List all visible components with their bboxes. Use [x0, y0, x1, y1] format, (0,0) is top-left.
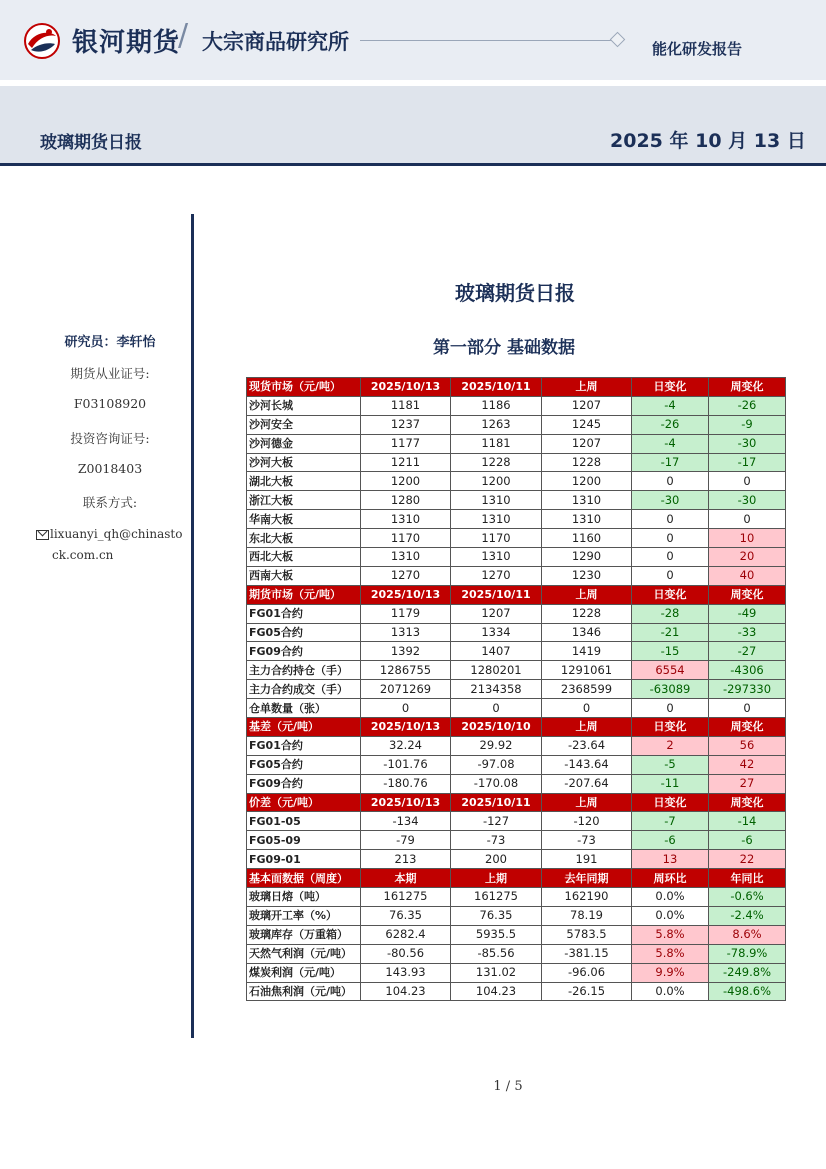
main-title: 玻璃期货日报 — [455, 281, 575, 305]
data-cell: 1228 — [542, 453, 632, 472]
data-cell: 1270 — [361, 566, 451, 585]
data-cell: 0 — [451, 699, 542, 718]
data-cell: 0.0% — [632, 888, 709, 907]
data-cell: 104.23 — [451, 982, 542, 1001]
data-cell: 1291061 — [542, 661, 632, 680]
header-cell: 周变化 — [709, 378, 786, 397]
header-cell: 上周 — [542, 378, 632, 397]
data-cell: 56 — [709, 736, 786, 755]
table-row — [247, 661, 786, 680]
data-cell: 0 — [709, 510, 786, 529]
data-cell: -33 — [709, 623, 786, 642]
row-label: 石油焦利润（元/吨） — [247, 982, 361, 1001]
data-cell: 9.9% — [632, 963, 709, 982]
contact-label: 联系方式: — [82, 495, 138, 510]
row-label: 华南大板 — [247, 510, 361, 529]
data-cell: -2.4% — [709, 906, 786, 925]
data-cell: 1310 — [451, 491, 542, 510]
data-cell: -0.6% — [709, 888, 786, 907]
data-cell: 1228 — [542, 604, 632, 623]
data-cell: -30 — [709, 491, 786, 510]
data-cell: 2 — [632, 736, 709, 755]
data-cell: 5.8% — [632, 944, 709, 963]
data-cell: -63089 — [632, 680, 709, 699]
table-row — [247, 812, 786, 831]
data-cell: 161275 — [361, 888, 451, 907]
data-cell: 40 — [709, 566, 786, 585]
license-number: F03108920 — [73, 396, 147, 411]
email-icon — [36, 530, 49, 540]
data-cell: -30 — [632, 491, 709, 510]
data-cell: -6 — [632, 831, 709, 850]
data-cell: -80.56 — [361, 944, 451, 963]
data-cell: 32.24 — [361, 736, 451, 755]
table-row — [247, 604, 786, 623]
data-cell: 1237 — [361, 415, 451, 434]
data-cell: 162190 — [542, 888, 632, 907]
sidebar-divider — [191, 214, 194, 1038]
page-number: 1 / 5 — [493, 1079, 523, 1094]
data-cell: 1280 — [361, 491, 451, 510]
header-cell: 日变化 — [632, 793, 709, 812]
data-cell: 104.23 — [361, 982, 451, 1001]
header-cell: 日变化 — [632, 718, 709, 737]
data-cell: 1286755 — [361, 661, 451, 680]
data-cell: -26 — [632, 415, 709, 434]
report-name: 玻璃期货日报 — [40, 133, 142, 153]
data-cell: -11 — [632, 774, 709, 793]
table-row — [247, 491, 786, 510]
table-row — [247, 850, 786, 869]
data-cell: 0 — [632, 699, 709, 718]
data-cell: 1334 — [451, 623, 542, 642]
row-label: FG09合约 — [247, 774, 361, 793]
data-cell: 200 — [451, 850, 542, 869]
data-cell: 0 — [709, 472, 786, 491]
data-cell: 27 — [709, 774, 786, 793]
data-cell: -5 — [632, 755, 709, 774]
data-cell: -127 — [451, 812, 542, 831]
data-cell: -27 — [709, 642, 786, 661]
consult-label: 投资咨询证号: — [70, 431, 150, 446]
row-label: 浙江大板 — [247, 491, 361, 510]
data-cell: 1313 — [361, 623, 451, 642]
header-cell: 上周 — [542, 793, 632, 812]
row-label: 西南大板 — [247, 566, 361, 585]
data-cell: -120 — [542, 812, 632, 831]
table-row — [247, 623, 786, 642]
row-label: 沙河大板 — [247, 453, 361, 472]
license-label: 期货从业证号: — [70, 366, 150, 381]
data-cell: 6554 — [632, 661, 709, 680]
data-cell: 0 — [361, 699, 451, 718]
header-cell: 2025/10/11 — [451, 793, 542, 812]
data-cell: -143.64 — [542, 755, 632, 774]
data-cell: 5.8% — [632, 925, 709, 944]
data-cell: -381.15 — [542, 944, 632, 963]
row-label: 湖北大板 — [247, 472, 361, 491]
table-section-header — [247, 718, 786, 737]
header-cell: 2025/10/13 — [361, 585, 451, 604]
data-cell: -180.76 — [361, 774, 451, 793]
row-label: FG01-05 — [247, 812, 361, 831]
table-row — [247, 396, 786, 415]
data-cell: 1211 — [361, 453, 451, 472]
row-label: 仓单数量（张） — [247, 699, 361, 718]
consult-number: Z0018403 — [77, 461, 143, 476]
table-row — [247, 453, 786, 472]
data-cell: -297330 — [709, 680, 786, 699]
data-cell: 8.6% — [709, 925, 786, 944]
table-section-header — [247, 869, 786, 888]
header-slash-icon: / — [178, 18, 189, 53]
header-cell: 年同比 — [709, 869, 786, 888]
table-row — [247, 888, 786, 907]
data-cell: 5783.5 — [542, 925, 632, 944]
table-row — [247, 434, 786, 453]
table-row — [247, 472, 786, 491]
data-cell: -4 — [632, 434, 709, 453]
data-cell: 0.0% — [632, 982, 709, 1001]
table-section-header — [247, 378, 786, 397]
data-cell: 1310 — [542, 510, 632, 529]
data-cell: 0 — [632, 566, 709, 585]
table-row — [247, 982, 786, 1001]
data-cell: 1392 — [361, 642, 451, 661]
data-cell: 191 — [542, 850, 632, 869]
data-cell: -78.9% — [709, 944, 786, 963]
header-cell: 日变化 — [632, 378, 709, 397]
table-row — [247, 415, 786, 434]
row-label: 主力合约持仓（手） — [247, 661, 361, 680]
row-label: 主力合约成交（手） — [247, 680, 361, 699]
header-cell: 2025/10/13 — [361, 793, 451, 812]
data-cell: 78.19 — [542, 906, 632, 925]
data-cell: -73 — [542, 831, 632, 850]
data-cell: 1310 — [451, 548, 542, 567]
data-cell: 1230 — [542, 566, 632, 585]
row-label: FG01合约 — [247, 736, 361, 755]
email-line-1[interactable] — [36, 527, 186, 541]
researcher-name: 研究员：李轩怡 — [64, 335, 156, 350]
data-cell: 0.0% — [632, 906, 709, 925]
header-divider — [360, 40, 612, 41]
data-cell: 76.35 — [361, 906, 451, 925]
data-cell: -97.08 — [451, 755, 542, 774]
data-cell: -26.15 — [542, 982, 632, 1001]
data-cell: -30 — [709, 434, 786, 453]
header-cell: 基本面数据（周度） — [247, 869, 361, 888]
data-cell: -249.8% — [709, 963, 786, 982]
table-row — [247, 642, 786, 661]
data-cell: 1200 — [451, 472, 542, 491]
data-cell: 131.02 — [451, 963, 542, 982]
header-cell: 期货市场（元/吨） — [247, 585, 361, 604]
row-label: 西北大板 — [247, 548, 361, 567]
data-cell: 1346 — [542, 623, 632, 642]
table-row — [247, 529, 786, 548]
data-cell: 1181 — [361, 396, 451, 415]
data-cell: -14 — [709, 812, 786, 831]
data-cell: -96.06 — [542, 963, 632, 982]
title-band — [0, 86, 826, 166]
row-label: 玻璃开工率（%） — [247, 906, 361, 925]
header-cell: 周变化 — [709, 585, 786, 604]
header-cell: 去年同期 — [542, 869, 632, 888]
data-cell: -498.6% — [709, 982, 786, 1001]
row-label: 沙河安全 — [247, 415, 361, 434]
data-cell: 22 — [709, 850, 786, 869]
department-label: 能化研发报告 — [652, 40, 743, 58]
row-label: FG09合约 — [247, 642, 361, 661]
header-cell: 周变化 — [709, 718, 786, 737]
data-cell: -28 — [632, 604, 709, 623]
row-label: 东北大板 — [247, 529, 361, 548]
row-label: 沙河德金 — [247, 434, 361, 453]
data-cell: 0 — [632, 510, 709, 529]
table-row — [247, 774, 786, 793]
table-row — [247, 944, 786, 963]
row-label: FG05合约 — [247, 623, 361, 642]
data-cell: 1280201 — [451, 661, 542, 680]
data-cell: -26 — [709, 396, 786, 415]
data-cell: -15 — [632, 642, 709, 661]
table-row — [247, 548, 786, 567]
data-cell: 1177 — [361, 434, 451, 453]
data-cell: -134 — [361, 812, 451, 831]
data-cell: 0 — [709, 699, 786, 718]
row-label: FG05-09 — [247, 831, 361, 850]
data-cell: 5935.5 — [451, 925, 542, 944]
data-cell: -85.56 — [451, 944, 542, 963]
data-cell: 2368599 — [542, 680, 632, 699]
header-cell: 周环比 — [632, 869, 709, 888]
data-cell: 1179 — [361, 604, 451, 623]
data-cell: 1419 — [542, 642, 632, 661]
row-label: 玻璃库存（万重箱） — [247, 925, 361, 944]
data-cell: -4 — [632, 396, 709, 415]
data-cell: 29.92 — [451, 736, 542, 755]
row-label: 天然气利润（元/吨） — [247, 944, 361, 963]
data-cell: -21 — [632, 623, 709, 642]
data-cell: 1200 — [361, 472, 451, 491]
data-cell: 2134358 — [451, 680, 542, 699]
row-label: FG09-01 — [247, 850, 361, 869]
row-label: FG01合约 — [247, 604, 361, 623]
data-cell: 0 — [632, 529, 709, 548]
data-cell: 1310 — [361, 510, 451, 529]
data-cell: 1310 — [542, 491, 632, 510]
data-cell: 1263 — [451, 415, 542, 434]
data-cell: 213 — [361, 850, 451, 869]
table-row — [247, 736, 786, 755]
data-cell: 1186 — [451, 396, 542, 415]
email-text-1: lixuanyi_qh@chinasto — [50, 527, 183, 541]
data-cell: 1245 — [542, 415, 632, 434]
header-cell: 价差（元/吨） — [247, 793, 361, 812]
data-cell: -207.64 — [542, 774, 632, 793]
data-cell: -7 — [632, 812, 709, 831]
header-cell: 日变化 — [632, 585, 709, 604]
data-cell: 20 — [709, 548, 786, 567]
data-cell: 0 — [632, 548, 709, 567]
table-row — [247, 963, 786, 982]
galaxy-logo-icon — [22, 22, 62, 60]
row-label: 煤炭利润（元/吨） — [247, 963, 361, 982]
data-cell: 13 — [632, 850, 709, 869]
header-cell: 现货市场（元/吨） — [247, 378, 361, 397]
row-label: FG05合约 — [247, 755, 361, 774]
data-cell: 0 — [542, 699, 632, 718]
table-section-header — [247, 793, 786, 812]
table-row — [247, 831, 786, 850]
row-label: 玻璃日熔（吨） — [247, 888, 361, 907]
data-cell: -73 — [451, 831, 542, 850]
data-cell: 161275 — [451, 888, 542, 907]
table-body — [247, 378, 786, 1001]
data-cell: -49 — [709, 604, 786, 623]
data-cell: 1207 — [542, 434, 632, 453]
data-cell: -9 — [709, 415, 786, 434]
data-cell: 1170 — [361, 529, 451, 548]
data-cell: 1270 — [451, 566, 542, 585]
data-cell: 1200 — [542, 472, 632, 491]
header-cell: 上期 — [451, 869, 542, 888]
data-cell: -6 — [709, 831, 786, 850]
data-cell: 1181 — [451, 434, 542, 453]
data-cell: -17 — [709, 453, 786, 472]
header-cell: 2025/10/13 — [361, 378, 451, 397]
data-cell: 1310 — [361, 548, 451, 567]
diamond-icon — [610, 32, 626, 48]
header-cell: 2025/10/11 — [451, 378, 542, 397]
data-cell: -170.08 — [451, 774, 542, 793]
institute-name: 大宗商品研究所 — [202, 30, 349, 54]
report-header — [0, 0, 826, 80]
header-cell: 周变化 — [709, 793, 786, 812]
data-cell: 10 — [709, 529, 786, 548]
table-row — [247, 566, 786, 585]
table-row — [247, 510, 786, 529]
data-cell: -17 — [632, 453, 709, 472]
glass-data-table — [246, 377, 786, 1001]
data-cell: 1170 — [451, 529, 542, 548]
data-cell: -4306 — [709, 661, 786, 680]
data-cell: 1160 — [542, 529, 632, 548]
data-cell: -23.64 — [542, 736, 632, 755]
header-cell: 上周 — [542, 585, 632, 604]
data-cell: 76.35 — [451, 906, 542, 925]
header-cell: 基差（元/吨） — [247, 718, 361, 737]
data-cell: 0 — [632, 472, 709, 491]
section-title: 第一部分 基础数据 — [433, 338, 575, 358]
header-cell: 2025/10/10 — [451, 718, 542, 737]
header-cell: 本期 — [361, 869, 451, 888]
data-cell: 1407 — [451, 642, 542, 661]
data-cell: 143.93 — [361, 963, 451, 982]
report-date: 2025 年 10 月 13 日 — [610, 130, 806, 152]
data-cell: 1290 — [542, 548, 632, 567]
table-row — [247, 755, 786, 774]
table-row — [247, 925, 786, 944]
row-label: 沙河长城 — [247, 396, 361, 415]
data-cell: 42 — [709, 755, 786, 774]
header-cell: 2025/10/13 — [361, 718, 451, 737]
data-cell: 6282.4 — [361, 925, 451, 944]
table-row — [247, 680, 786, 699]
header-cell: 2025/10/11 — [451, 585, 542, 604]
table-row — [247, 699, 786, 718]
data-cell: 1207 — [451, 604, 542, 623]
email-line-2[interactable]: ck.com.cn — [52, 548, 114, 562]
brand-name: 银河期货 — [72, 28, 181, 58]
data-cell: 2071269 — [361, 680, 451, 699]
header-cell: 上周 — [542, 718, 632, 737]
data-cell: 1310 — [451, 510, 542, 529]
table-section-header — [247, 585, 786, 604]
data-cell: -79 — [361, 831, 451, 850]
table-row — [247, 906, 786, 925]
data-cell: -101.76 — [361, 755, 451, 774]
data-cell: 1207 — [542, 396, 632, 415]
data-cell: 1228 — [451, 453, 542, 472]
